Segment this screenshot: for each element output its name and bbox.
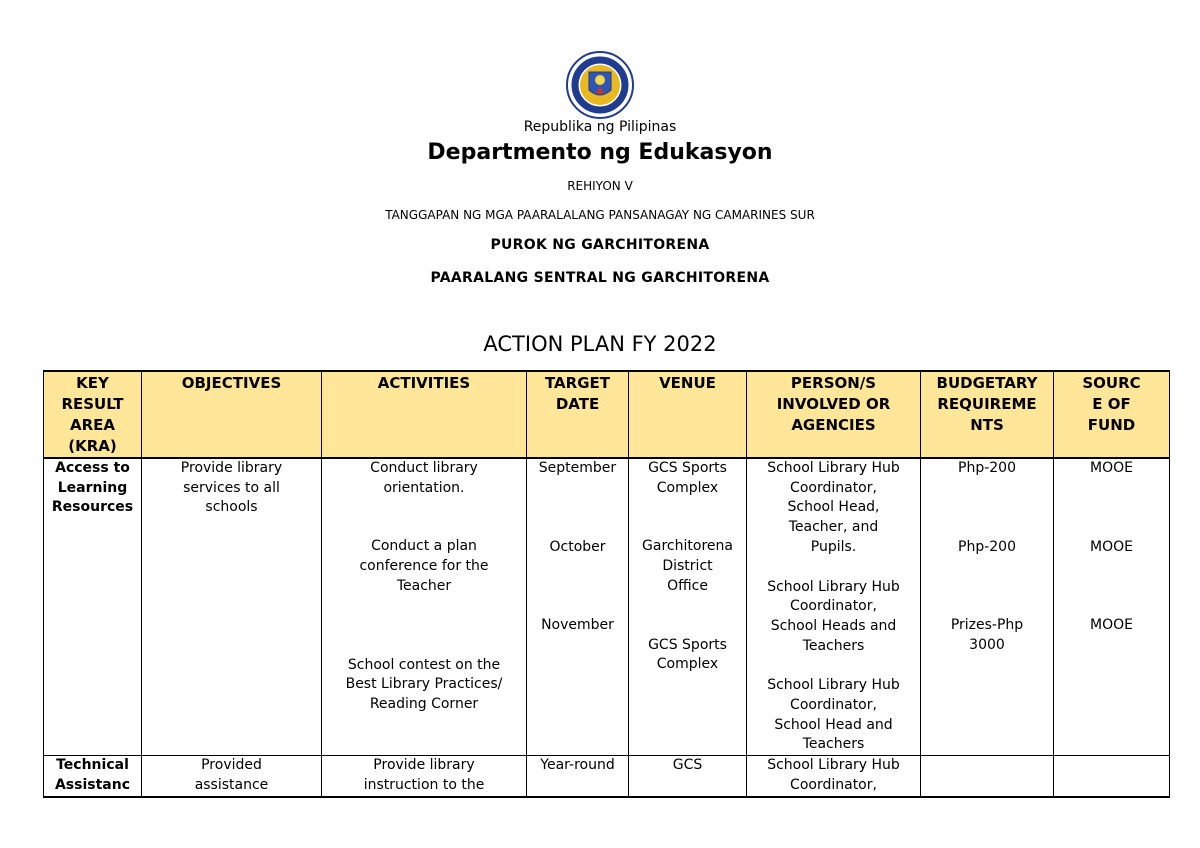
persons-cell — [747, 458, 921, 756]
date-item: October — [549, 538, 606, 555]
region-text: REHIYON V — [567, 179, 633, 193]
col-header-fund: SOURC E OF FUND — [1054, 371, 1170, 458]
activity-item: School contest on the Best Library Practices/ Reading Corner — [345, 656, 503, 712]
budget-cell — [921, 458, 1054, 756]
table-header-row — [44, 371, 1170, 458]
fund-item: MOOE — [1090, 460, 1133, 476]
col-header-activities: ACTIVITIES — [322, 371, 527, 458]
district-text: PUROK NG GARCHITORENA — [490, 237, 710, 253]
budget-item: Prizes-Php 3000 — [950, 617, 1024, 654]
objective-cell: Provided assistance — [142, 756, 322, 797]
activity-item: Conduct library orientation. — [370, 460, 478, 496]
objective-cell: Provide library services to all schools — [142, 458, 322, 756]
venue-cell: GCS — [629, 756, 747, 797]
venue-item: Garchitorena District Office — [642, 538, 733, 594]
target-date-cell: Year-round — [527, 756, 629, 797]
budget-item: Php-200 — [958, 460, 1016, 476]
fund-cell — [1054, 458, 1170, 756]
person-item: School Library Hub Coordinator, School Heads and Teachers — [767, 578, 900, 654]
person-item: School Library Hub Coordinator, School Head, Teacher, and Pupils. — [767, 460, 900, 555]
date-item: November — [541, 617, 614, 634]
col-header-target-date: TARGET DATE — [527, 371, 629, 458]
fund-cell — [1054, 756, 1170, 797]
col-header-kra: KEY RESULT AREA (KRA) — [44, 371, 142, 458]
venue-item: GCS Sports Complex — [648, 636, 727, 673]
department-name: Departmento ng Edukasyon — [427, 140, 773, 165]
document-title: ACTION PLAN FY 2022 — [483, 332, 717, 356]
division-office-text: TANGGAPAN NG MGA PAARALALANG PANSANAGAY NG CAMARINES SUR — [385, 208, 815, 222]
col-header-objectives: OBJECTIVES — [142, 371, 322, 458]
fund-item: MOOE — [1090, 538, 1133, 555]
target-date-cell — [527, 458, 629, 756]
person-item: School Library Hub Coordinator, School Head and Teachers — [767, 677, 900, 753]
col-header-budget: BUDGETARY REQUIREME NTS — [921, 371, 1054, 458]
budget-cell — [921, 756, 1054, 797]
kra-cell: Access to Learning Resources — [44, 458, 142, 756]
deped-seal-logo — [555, 50, 645, 120]
activities-cell: Provide library instruction to the — [322, 756, 527, 797]
persons-cell: School Library Hub Coordinator, — [747, 756, 921, 797]
venue-item: GCS Sports Complex — [648, 460, 727, 496]
activity-item: Conduct a plan conference for the Teacher — [359, 538, 489, 594]
col-header-persons: PERSON/S INVOLVED OR AGENCIES — [747, 371, 921, 458]
budget-item: Php-200 — [958, 538, 1016, 555]
venue-cell — [629, 458, 747, 756]
table-row — [44, 756, 1170, 797]
action-plan-table — [43, 370, 1170, 798]
date-item: September — [538, 460, 617, 476]
col-header-venue: VENUE — [629, 371, 747, 458]
table-row — [44, 458, 1170, 756]
school-name: PAARALANG SENTRAL NG GARCHITORENA — [430, 270, 770, 286]
republika-text: Republika ng Pilipinas — [523, 119, 677, 135]
activities-cell — [322, 458, 527, 756]
kra-cell: Technical Assistanc — [44, 756, 142, 797]
fund-item: MOOE — [1090, 617, 1133, 634]
